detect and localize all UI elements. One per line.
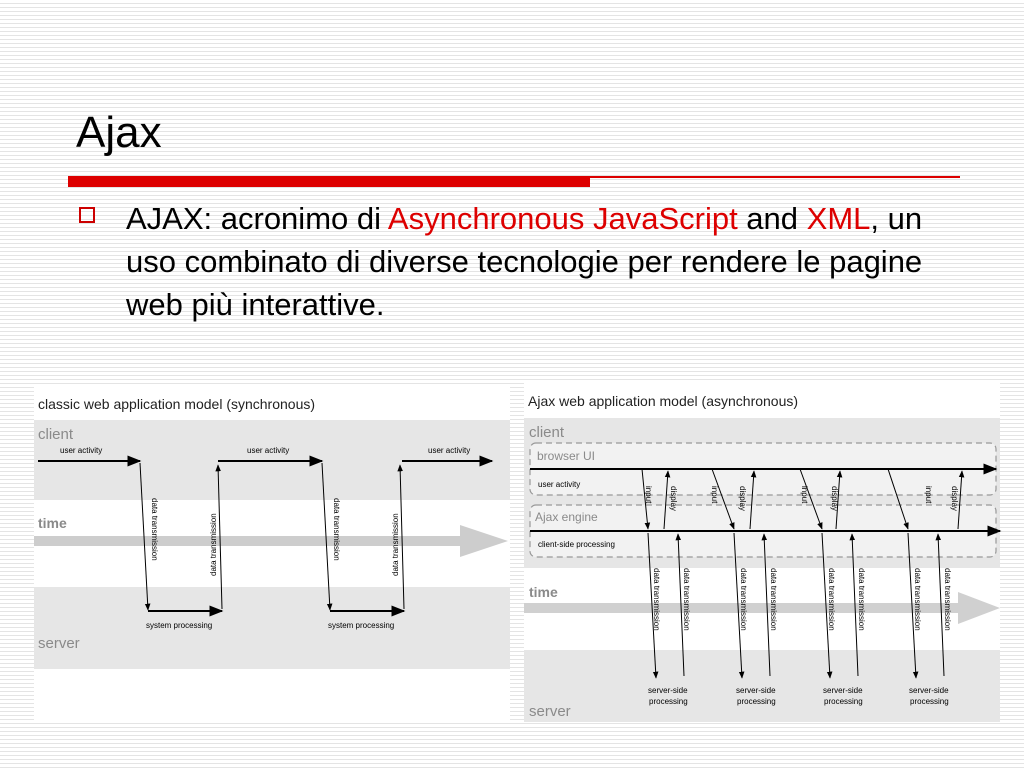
- classic-server-label: server: [38, 635, 80, 652]
- ajax-client-label: client: [529, 424, 565, 441]
- bullet-suffix: , un uso combinato di diverse tecnologie per rendere le pagine web più interattive.: [126, 201, 923, 322]
- ajax-data-label-4b: data transmission: [943, 568, 952, 631]
- ajax-data-label-3a: data transmission: [827, 568, 836, 631]
- browser-ui-label: browser UI: [537, 449, 596, 463]
- ajax-user-activity-label: user activity: [538, 480, 581, 489]
- ajax-data-label-2b: data transmission: [769, 568, 778, 631]
- classic-user-activity-label-1: user activity: [60, 446, 103, 455]
- ajax-data-label-1b: data transmission: [682, 568, 691, 631]
- display-label-2: display: [738, 486, 747, 511]
- input-label-2: input: [710, 486, 719, 504]
- classic-client-label: client: [38, 426, 74, 443]
- bullet-mid: and: [737, 201, 807, 236]
- ajax-time-label: time: [529, 584, 558, 600]
- ajax-title: Ajax web application model (asynchronous): [528, 393, 799, 409]
- bullet-prefix: AJAX: acronimo di: [126, 201, 388, 236]
- ajax-data-label-1a: data transmission: [652, 568, 661, 631]
- server-side-label-2b: processing: [737, 697, 776, 706]
- classic-data-label-2: data transmission: [332, 498, 341, 561]
- term-asynchronous-javascript: Asynchronous JavaScript: [387, 201, 738, 236]
- display-label-4: display: [950, 486, 959, 511]
- ajax-data-label-3b: data transmission: [857, 568, 866, 631]
- server-side-label-4b: processing: [910, 697, 949, 706]
- display-label-3: display: [830, 486, 839, 511]
- classic-data-label-4: data transmission: [391, 513, 400, 576]
- classic-data-label-1: data transmission: [150, 498, 159, 561]
- input-label-1: input: [644, 486, 653, 504]
- server-side-label-1b: processing: [649, 697, 688, 706]
- server-side-label-2a: server-side: [736, 686, 776, 695]
- classic-system-processing-label-1: system processing: [146, 621, 213, 630]
- classic-time-label: time: [38, 515, 67, 531]
- server-side-label-3a: server-side: [823, 686, 863, 695]
- classic-model: [34, 386, 510, 722]
- server-side-label-1a: server-side: [648, 686, 688, 695]
- ajax-model: [524, 383, 1000, 722]
- classic-title: classic web application model (synchronous): [38, 396, 316, 412]
- server-side-label-4a: server-side: [909, 686, 949, 695]
- ajax-data-label-4a: data transmission: [913, 568, 922, 631]
- classic-user-activity-label-2: user activity: [247, 446, 290, 455]
- input-label-3: input: [800, 486, 809, 504]
- classic-data-label-3: data transmission: [209, 513, 218, 576]
- ajax-data-label-2a: data transmission: [739, 568, 748, 631]
- classic-server-band: [34, 587, 510, 669]
- classic-system-processing-label-2: system processing: [328, 621, 395, 630]
- slide-title: Ajax: [76, 108, 162, 157]
- client-side-processing-label: client-side processing: [538, 540, 615, 549]
- ajax-server-label: server: [529, 703, 571, 720]
- classic-user-activity-label-3: user activity: [428, 446, 471, 455]
- input-label-4: input: [924, 486, 933, 504]
- display-label-1: display: [669, 486, 678, 511]
- ajax-engine-label: Ajax engine: [535, 510, 598, 524]
- term-xml: XML: [806, 201, 871, 236]
- server-side-label-3b: processing: [824, 697, 863, 706]
